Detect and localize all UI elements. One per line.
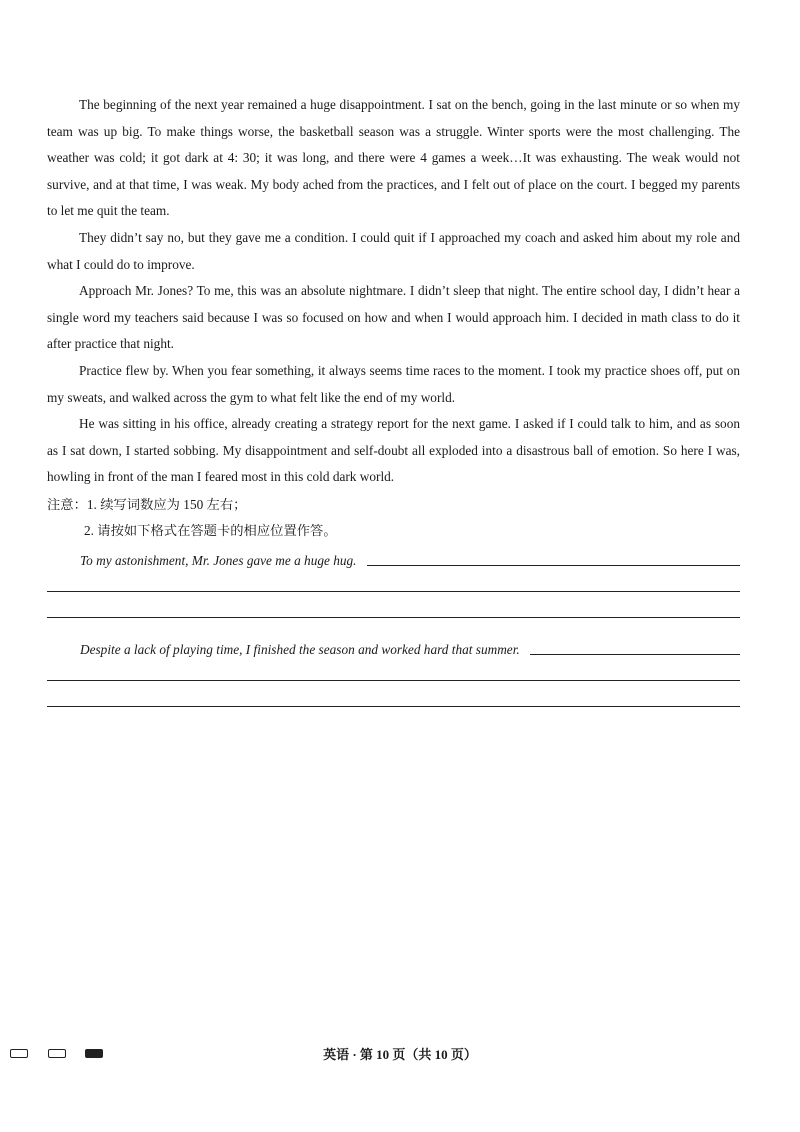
answer-line[interactable]	[47, 617, 740, 618]
prompt-2-text: Despite a lack of playing time, I finished the season and worked hard that summer.	[80, 641, 520, 657]
continuation-prompt-1	[80, 549, 740, 569]
instruction-label: 注意：	[47, 496, 87, 512]
instruction-row-1	[47, 492, 740, 518]
answer-line[interactable]	[47, 591, 740, 592]
exam-content	[47, 92, 740, 707]
passage-paragraph-4: Practice flew by. When you fear something, it always seems time races to the moment. I took my practice shoes off, put on my sweats, and walked across the gym to what felt like the end of my world.	[47, 362, 740, 405]
answer-line[interactable]	[47, 680, 740, 681]
passage-paragraph-2: They didn’t say no, but they gave me a condition. I could quit if I approached my coach and asked him about my role and what I could do to improve.	[47, 229, 740, 272]
answer-blank[interactable]	[530, 654, 740, 655]
answer-line[interactable]	[47, 706, 740, 707]
instructions	[47, 492, 740, 544]
instruction-item-2: 2. 请按如下格式在答题卡的相应位置作答。	[84, 522, 337, 538]
instruction-row-2	[47, 518, 740, 544]
answer-blank[interactable]	[367, 565, 741, 566]
prompt-1-text: To my astonishment, Mr. Jones gave me a huge hug.	[80, 552, 357, 568]
passage-paragraph-3: Approach Mr. Jones? To me, this was an absolute nightmare. I didn’t sleep that night. The entire school day, I didn’t hear a single word my teachers said because I was so focused on how and when I would approach him. I decided in math class to do it after practice that night.	[47, 283, 740, 352]
continuation-prompt-2	[80, 638, 740, 658]
passage-paragraph-1: The beginning of the next year remained a huge disappointment. I sat on the bench, going in the last minute or so when my team was up big. To make things worse, the basketball season was a struggle. Winter sports were the most challenging. The weather was cold; it got dark at 4: 30; it was long, and there were 4 games a week…It was exhausting. The weak would not survive, and at that time, I was weak. My body ached from the practices, and I felt out of place on the court. I begged my parents to let me quit the team.	[47, 97, 740, 219]
instruction-item-1: 1. 续写词数应为 150 左右；	[86, 496, 247, 512]
passage-paragraph-5: He was sitting in his office, already creating a strategy report for the next game. I asked if I could talk to him, and as soon as I sat down, I started sobbing. My disappointment and self-doubt all exploded into a disastrous ball of emotion. So here I was, howling in front of the man I feared most in this cold dark world.	[47, 416, 740, 485]
page-footer: 英语 · 第 10 页（共 10 页）	[323, 1047, 477, 1062]
